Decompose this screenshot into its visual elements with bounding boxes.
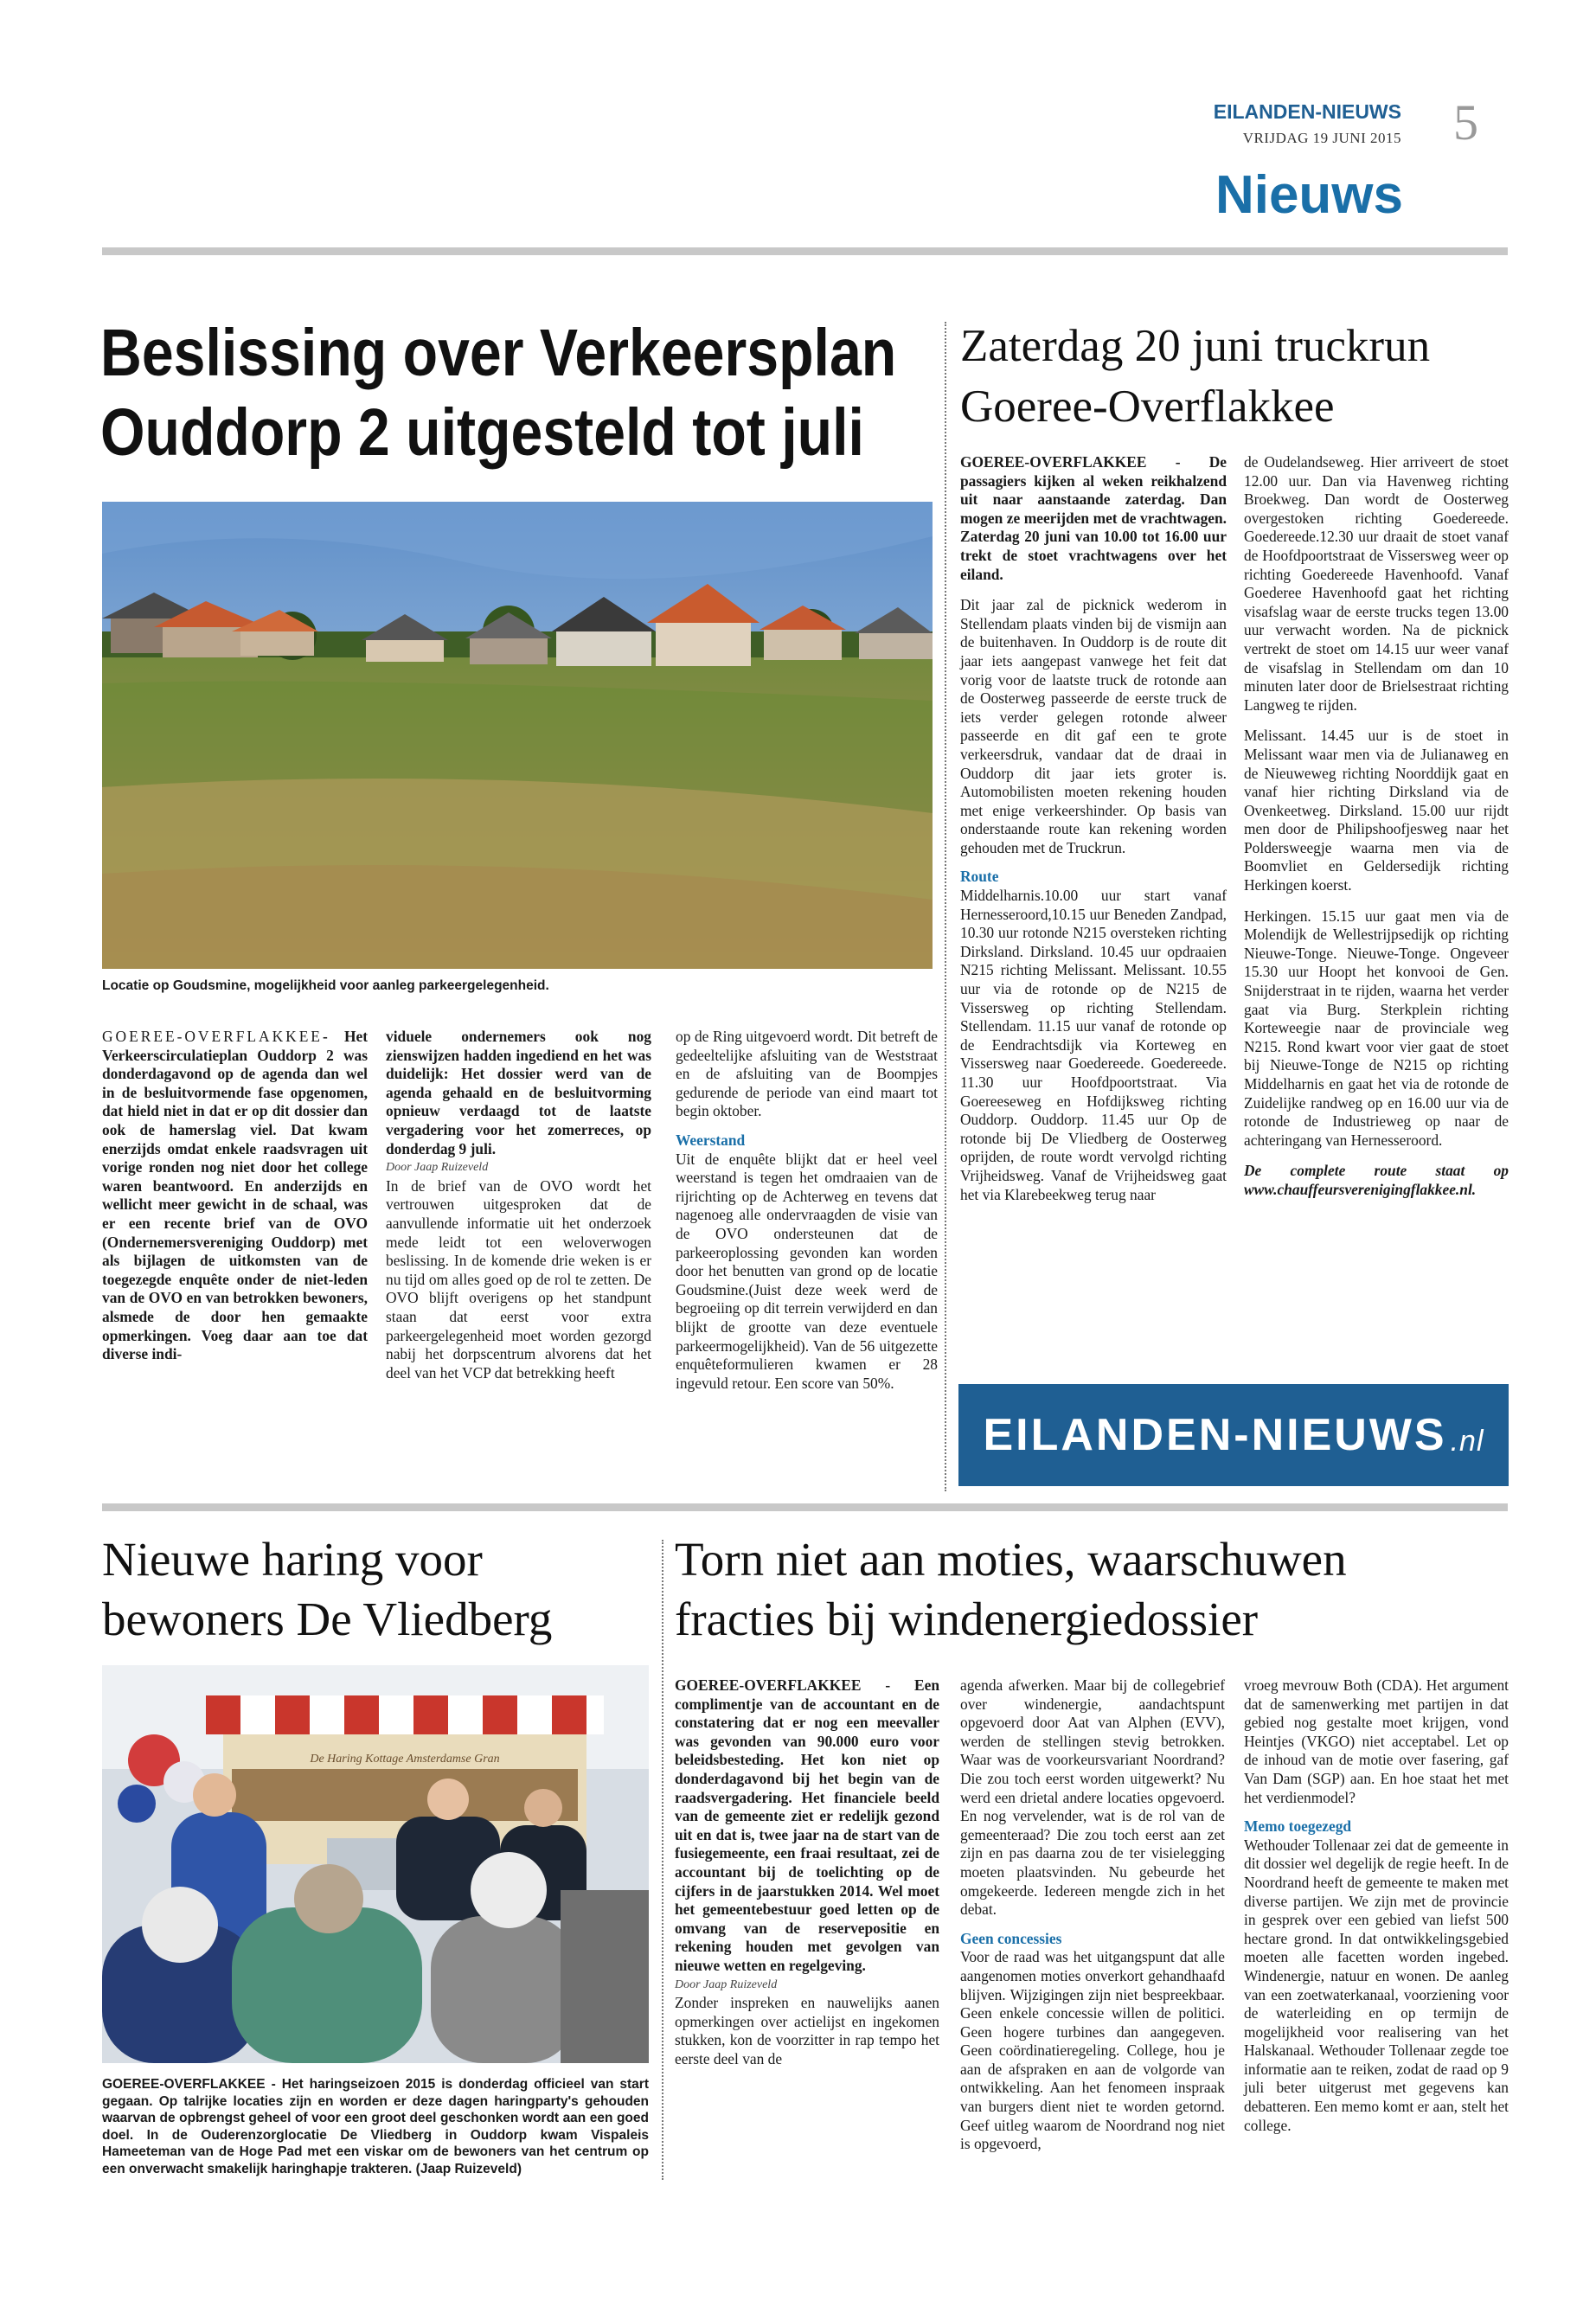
article3-headline-line1: Nieuwe haring voor — [102, 1533, 483, 1586]
article4-col1-text: Zonder inspreken en nauwelijks aanen opmerkingen over actielijst en ingekomen stukken, kon de voorzitter in rap tempo het eerste deel van de — [675, 1994, 939, 2067]
article1-col2-text: In de brief van de OVO wordt het vertrouwen uitgesproken dat de aanvullende informatie uit het onderzoek mede leidt tot een weloverwogen beslissing. In de komende drie weken is er nu tijd om alles goed op de rol te zetten. De OVO blijft overigens op het standpunt staan dat eerst voor extra parkeergelegenheid moet worden gezorgd nabij het dorpscentrum alvorens dat het deel van het VCP dat betrekking heeft — [386, 1176, 651, 1381]
ad-brand: EILANDEN-NIEUWS — [983, 1410, 1447, 1460]
article4-col3-text2: Wethouder Tollenaar zei dat de gemeente in dit dossier wel degelijk de regie heeft. In de Noordrand heeft de gemeente te maken met diverse partijen. We zijn met de provincie in gesprek over een gebied van liefst 500 hectare grond. In dat ontwikkelingsgebied moeten alle facetten worden ingebed. Windenergie, natuur en wonen. De aanleg van een zoetwaterkanaal, voorziening voor de waterleiding en op termijn de mogelijkheid voor realisering van het Halskanaal. Wethouder Tollenaar zegde toe informatie aan te reiken, zodat de raad op 9 juli beter uitgerust met gegevens kan debatteren. Een memo komt er aan, stelt het college. — [1244, 1836, 1509, 2134]
article4-headline-line2: fracties bij windenergiedossier — [675, 1593, 1259, 1645]
mid-rule — [102, 1503, 1508, 1511]
section-title: Nieuws — [1215, 165, 1403, 225]
article3-photo-sign: De Haring Kottage Amsterdamse Gran — [310, 1753, 500, 1766]
article2-headline — [960, 316, 1514, 437]
page-number: 5 — [1453, 94, 1478, 151]
article1-byline: Door Jaap Ruizeveld — [386, 1161, 489, 1175]
ad-suffix: .nl — [1450, 1424, 1484, 1458]
article1-col2-bold: viduele ondernemers ook nog zienswijzen hadden ingediend en het was duidelijk: Het dossier werd van de agenda gehaald en de besluitvorming opnieuw verdaagd tot de laatste vergadering voor het zomerreces, op donderdag 9 juli. — [386, 1028, 651, 1157]
article4-subhead-concessies: Geen concessies — [960, 1929, 1062, 1947]
article1-photo-caption: Locatie op Goudsmine, mogelijkheid voor aanleg parkeergelegenheid. — [102, 978, 549, 993]
article1-headline-line2: Ouddorp 2 uitgesteld tot juli — [100, 395, 864, 470]
article2-col2 — [1244, 453, 1509, 1200]
eilanden-nieuws-ad[interactable] — [958, 1384, 1509, 1486]
masthead-brand: EILANDEN-NIEUWS — [1213, 100, 1401, 123]
article2-headline-line2: Goeree-Overflakkee — [960, 381, 1335, 432]
article4-headline-line1: Torn niet aan moties, waarschuwen — [675, 1533, 1347, 1586]
article2-col1-lead: GOEREE-OVERFLAKKEE - De passagiers kijken al weken reikhalzend uit naar aanstaande zaterdag. Dan mogen ze meerijden met de vrachtwagen. Zaterdag 20 juni van 10.00 tot 16.00 uur trekt de stoet vrachtwagens over het eiland. — [960, 453, 1227, 583]
article2-col2-p1: de Oudelandseweg. Hier arriveert de stoet 12.00 uur. Dan via Havenweg richting Broekweg. Dan wordt de Oosterweg overgestoken richting Goedereede. Goedereede.12.30 uur draait de stoet vanaf de Hoofdpoortstraat de Vissersweg weer op richting Goedereede Havenhoofd. Vanaf Goederee Havenhoofd gaat het richting visafslag waar de eerste trucks tegen 13.00 uur verwacht worden. Na de picknick vertrekt de stoet om 14.15 uur weer vanaf de visafslag in Stellendam om dan 10 minuten later door de Brielsestraat richting Langweg te rijden. — [1244, 453, 1509, 714]
article1-dateline: GOEREE-OVERFLAKKEE — [102, 1028, 323, 1045]
article4-subhead-memo: Memo toegezegd — [1244, 1817, 1352, 1836]
article1-col3-text2: Uit de enquête blijkt dat er heel veel weerstand is tegen het omdraaien van de rijrichting op de Achterweg en tevens dat nagenoeg alle ondervraagden de visie van de OVO ondersteunen dat de parkeeroplossing gevonden kan worden door het benutten van grond op de locatie Goudsmine.(Juist deze week werd de begroeiing op dit terrein verwijderd en dan blijkt de grootte van deze eventuele parkeermogelijkheid). Van de 56 uitgezette enquêteformulieren kwamen er 28 ingevuld retour. Een score van 50%. — [676, 1150, 938, 1392]
article1-col3-text: op de Ring uitgevoerd wordt. Dit betreft de gedeeltelijke afsluiting van de Weststraat en de afsluiting van de Boompjes gedurende de periode van eind maart tot begin oktober. — [676, 1028, 938, 1120]
article2-col2-p3: Herkingen. 15.15 uur gaat men via de Molendijk de Wellestrijpsedijk op richting Nieuwe-Tonge. Nieuwe-Tonge. Ongeveer 15.30 uur Hoopt het konvooi de Gen. Snijderstraat in te rijden, waarna het verder gaat via Burg. Sterkplein richting Korteweegie naar de provinciale weg N215. Rond kwart voor vier gaat de stoet bij Nieuwe-Tonge de N215 op richting Middelharnis en gaat het via de rotonde de Zuidelijke randweg op en 16.00 uur via de rotonde de Industrieweg op naar de achteringang van Hernesseroord. — [1244, 907, 1509, 1149]
article3-caption: GOEREE-OVERFLAKKEE - Het haringseizoen 2015 is donderdag officieel van start gegaan. Op talrijke locaties zijn en worden er deze dagen haringparty's gehouden waarvan de opbrengst geheel of voor een groot deel geschonken wordt aan een goed doel. In de Ouderenzorglocatie De Vliedberg in Ouddorp kwam Vispaleis Hameeteman van de Hoge Pad met een viskar om de bewoners van het centrum op een onverwacht smakelijk haringhapje trakteren. (Jaap Ruizeveld) — [102, 2077, 649, 2176]
article3-photo — [102, 1665, 649, 2063]
divider-vertical-bottom — [662, 1540, 663, 2180]
top-rule — [102, 247, 1508, 255]
article1-headline-line1: Beslissing over Verkeersplan — [100, 316, 897, 390]
article3-headline-line2: bewoners De Vliedberg — [102, 1593, 553, 1645]
divider-vertical-top — [945, 322, 946, 1491]
article4-col2-text2: Voor de raad was het uitgangspunt dat alle aangenomen moties onverkort gehandhaafd blijven. Wijzigingen zijn niet bespreekbaar. Geen enkele concessie willen de politici. Geen hogere turbines dan aangegeven. Geen coördinatieregeling. College, hou je aan de afspraken en aan de volgorde van ontwikkeling. Aan het fenomeen inspraak van burgers dient niet te worden getornd. Geef uitleg waarom de Noordrand nog niet is opgevoerd, — [960, 1948, 1225, 2153]
article1-photo — [102, 502, 933, 969]
article4-col1 — [675, 1676, 939, 2068]
article4-col2-text: agenda afwerken. Maar bij de collegebrief over windenergie, aandachtspunt opgevoerd door Aat van Alphen (EVV), werden de stellingen stevig betrokken. Waar was de voorkeursvariant Noordrand? Die zou toch eerst worden uitgewerkt? Nu werd een drietal andere locaties opgevoerd. En nog vervelender, wat is de rol van de gemeenteraad? Die zou toch eerst aan zet zijn en pas daarna zou de ter visielegging moeten plaatsvinden. Nu gebeurde het omgekeerde. Iedereen mengde zich in het debat. — [960, 1676, 1225, 1919]
article1-col1 — [102, 1028, 368, 1364]
article4-headline — [675, 1529, 1522, 1649]
article2-col1 — [960, 453, 1227, 1204]
article1-col3 — [676, 1028, 938, 1393]
article4-col1-lead: GOEREE-OVERFLAKKEE - Een complimentje van de accountant en de constatering dat er nog een meevaller was gevonden van 90.000 euro voor beleidsbesteding. Het kon niet op donderdagavond bij het begin van de raadsvergadering. Het financiele beeld van de gemeente ziet er redelijk gezond uit en dat is, twee jaar na de start van de fusiegemeente, een fraai resultaat, zei de accountant bij de toelichting op de cijfers in de jaarstukken 2014. Wel moet het gemeentebestuur goed letten op de omvang van de reservepositie en rekening houden met gevolgen van nieuwe wetten en regelgeving. — [675, 1676, 939, 1974]
article3-headline — [102, 1529, 656, 1649]
article4-byline: Door Jaap Ruizeveld — [675, 1977, 778, 1991]
article1-col2 — [386, 1028, 651, 1382]
article2-col1-text: Dit jaar zal de picknick wederom in Stellendam plaats vinden bij de vismijn aan de buitenhaven. In Ouddorp is de route dit jaar iets aangepast vanwege het feit dat vorig voor de laatste truck de rotonde aan de Oosterweg passeerde de eerste truck de iets verder gelegen rotonde alweer passeerde en dit gaf een te grote verkeersdruk, vandaar dat de draai in Ouddorp dit jaar iets groter is. Automobilisten moeten rekening houden met enige verkeershinder. Op basis van onderstaande route kan rekening worden gehouden met de Truckrun. — [960, 596, 1227, 856]
article1-col1-bold: - Het Verkeerscirculatieplan Ouddorp 2 was donderdagavond op de agenda dan wel in de besluitvormende fase opgenomen, dat hield niet in dat er op dit dossier dan ook de hamerslag viel. Dat kwam enerzijds omdat enkele raadsvragen uit vorige ronden nog niet door het college waren beantwoord. En anderzijds en wellicht meer gewicht in de schaal, was er een recente brief van de OVO (Ondernemersvereniging Ouddorp) met als bijlagen de uitkomsten van de toegezegde enquête onder de niet-leden van de OVO en van betrokken bewoners, alsmede de door hen gemaakte opmerkingen. Voeg daar aan toe dat diverse indi- — [102, 1028, 368, 1363]
article1-headline — [100, 313, 897, 472]
article1-subhead-weerstand: Weerstand — [676, 1131, 746, 1149]
article2-col2-footer: De complete route staat op www.chauffeursverenigingflakkee.nl. — [1244, 1162, 1509, 1198]
article2-subhead-route: Route — [960, 868, 999, 886]
article2-headline-line1: Zaterdag 20 juni truckrun — [960, 321, 1431, 371]
article4-col2 — [960, 1676, 1225, 2154]
masthead-date: VRIJDAG 19 JUNI 2015 — [1242, 130, 1401, 146]
article4-col3 — [1244, 1676, 1509, 2135]
article2-col2-p2: Melissant. 14.45 uur is de stoet in Melissant waar men via de Julianaweg en de Nieuweweg richting Noorddijk gaat en vanaf hier richting Dirksland via de Ovenkeetweg. Dirksland. 15.00 uur rijdt men door de Philipshoofjesweg naar het Poldersweegje waarna men via de Boomvliet en Geldersedijk richting Herkingen koerst. — [1244, 727, 1509, 894]
article4-col3-text: vroeg mevrouw Both (CDA). Het argument dat de samenwerking met partijen in dat gebied nog gestalte moet krijgen, vond Heintjes (VKGO) niet acceptabel. Let op de inhoud van de motie over fasering, gaf Van Dam (SGP) aan. En hoe staat het met het verdienmodel? — [1244, 1676, 1509, 1806]
article2-col1-route: Middelharnis.10.00 uur start vanaf Hernesseroord,10.15 uur Beneden Zandpad, 10.30 uur rotonde N215 oversteken richting Dirksland. Dirksland. 10.45 uur opdraaien N215 richting Melissant. Melissant. 10.55 uur via de rotonde op de N215 de Vissersweg op richting Stellendam. Stellendam. 11.15 uur vanaf de rotonde op de Eendrachtsdijk via Korteweg en Vissersweg naar Goedereede. Goedereede. 11.30 uur Hoofdpoortstraat. Via Goereeseweg en Hofdijksweg richting Ouddorp. Ouddorp. 11.45 uur Op de rotonde bij De Vliedberg de Oosterweg oprijden, de route wordt vervolgd richting Vrijheidsweg. Vanaf de Vrijheidsweg gaat het via Klarebeekweg terug naar — [960, 887, 1227, 1203]
